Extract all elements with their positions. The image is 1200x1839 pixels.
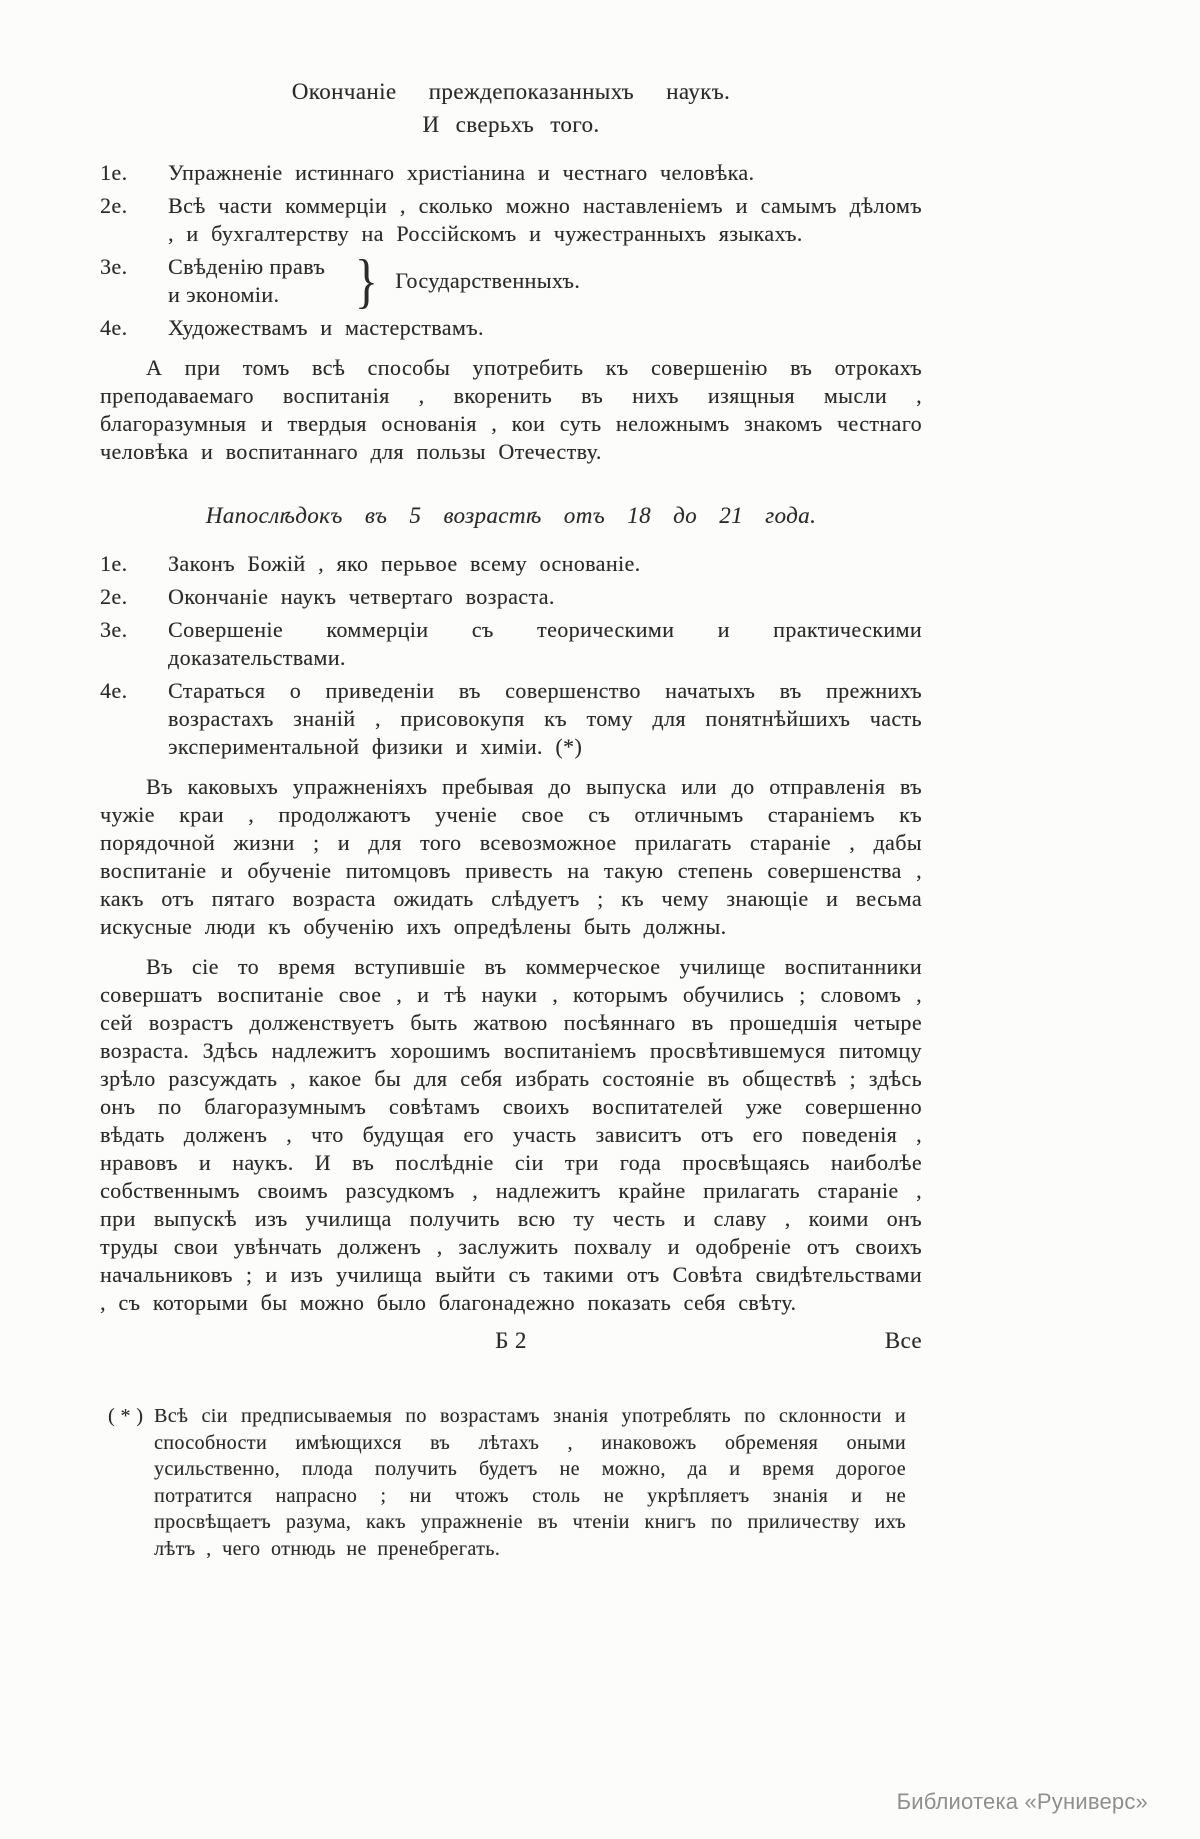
item-text: Совершеніе коммерціи съ теорическими и практическими доказательствами. bbox=[168, 617, 922, 670]
list-item bbox=[100, 583, 922, 611]
signature-row bbox=[100, 1327, 922, 1357]
item-number: 1е. bbox=[100, 551, 128, 576]
footnote-marker: ( * ) bbox=[108, 1405, 144, 1427]
footnote-text: Всѣ сіи предписываемыя по возрастамъ знанія употреблять по склонности и способности имѣющихся въ лѣтахъ , инаковожъ обременяя оными усильственно, плода получить будетъ не можно, да и время дорогое потратится напрасно ; ни чтожъ столь не укрѣпляетъ знанія и не просвѣщаетъ разума, какъ упражненіе въ чтеніи книгъ по приличеству ихъ лѣтъ , чего отнюдь не пренебрегать. bbox=[154, 1405, 906, 1560]
item-number: 2е. bbox=[100, 584, 128, 609]
item-text: Окончаніе наукъ четвертаго возраста. bbox=[168, 584, 555, 609]
brace-group bbox=[168, 248, 581, 314]
footnote bbox=[100, 1403, 922, 1562]
item-text-line: Свѣденію правъ bbox=[168, 254, 326, 279]
paragraph: Въ сіе то время вступившіе въ коммерческое училище воспитанники совершатъ воспитаніе свое , и тѣ науки , которымъ обучились ; словомъ , сей возрастъ долженствуетъ быть жатвою посѣяннаго въ прошедшія четыре возраста. Здѣсь надлежитъ хорошимъ воспитаніемъ просвѣтившемуся питомцу зрѣло разсуждать , какое бы для себя избрать состояніе въ обществѣ ; здѣсь онъ по благоразумнымъ совѣтамъ своихъ воспитателей уже совершенно вѣдать долженъ , что будущая его участь зависитъ отъ его поведенія , нравовъ и наукъ. И въ послѣдніе сіи три года просвѣщаясь наиболѣе собственнымъ своимъ разсудкомъ , надлежитъ крайне прилагать стараніе , при выпускѣ изъ училища получить всю ту честь и славу , коими онъ труды свои увѣнчать долженъ , заслужить похвалу и одобреніе отъ своихъ начальниковъ ; и изъ училища выйти съ такими отъ Совѣта свидѣтельствами , съ которыми бы можно было благонадежно показать себя свѣту. bbox=[100, 954, 922, 1315]
curly-brace-glyph: } bbox=[354, 248, 379, 314]
paragraph: Въ каковыхъ упражненіяхъ пребывая до выпуска или до отправленія въ чужіе краи , продолжаютъ ученіе свое съ отличнымъ стараніемъ къ порядочной жизни ; и для того всевозможное прилагать стараніе , дабы воспитаніе и обученіе питомцовъ привесть на такую степень совершенства , какъ отъ пятаго возраста ожидать слѣдуетъ ; къ чему знающіе и весьма искусные люди къ обученію ихъ опредѣлены быть должны. bbox=[100, 774, 922, 939]
item-number: 4е. bbox=[100, 678, 128, 703]
list-item bbox=[100, 677, 922, 761]
list-item bbox=[100, 550, 922, 578]
page-heading-line1: Окончаніе преждепоказанныхъ наукъ. bbox=[291, 79, 731, 104]
brace-lines bbox=[168, 253, 346, 309]
library-watermark: Библиотека «Руниверс» bbox=[896, 1789, 1148, 1814]
page-heading-line2: И сверьхъ того. bbox=[422, 112, 600, 137]
item-number: 3е. bbox=[100, 617, 128, 642]
fifth-age-sciences-list bbox=[100, 550, 922, 761]
item-text: Упражненіе истиннаго христіанина и честнаго человѣка. bbox=[168, 160, 755, 185]
fourth-age-sciences-list bbox=[100, 159, 922, 342]
item-text: Законъ Божій , яко перьвое всему основаніе. bbox=[168, 551, 641, 576]
item-text: Художествамъ и мастерствамъ. bbox=[168, 315, 484, 340]
item-text: Стараться о приведеніи въ совершенство начатыхъ въ прежнихъ возрастахъ знаній , присовокупя къ тому для понятнѣйшихъ часть экспериментальной физики и химіи. (*) bbox=[168, 678, 922, 759]
item-text: Всѣ части коммерціи , сколько можно наставленіемъ и самымъ дѣломъ , и бухгалтерству на Россійскомъ и чужестранныхъ языкахъ. bbox=[168, 193, 922, 246]
list-item bbox=[100, 314, 922, 342]
item-number: 3е. bbox=[100, 254, 128, 279]
section-heading-fifth-age: Напослѣдокъ въ 5 возрастѣ отъ 18 до 21 года. bbox=[205, 503, 817, 528]
list-item bbox=[100, 159, 922, 187]
item-number: 4е. bbox=[100, 315, 128, 340]
item-number: 2е. bbox=[100, 193, 128, 218]
paragraph: А при томъ всѣ способы употребить къ совершенію въ отрокахъ преподаваемаго воспитанія , вкоренить въ нихъ изящныя мысли , благоразумныя и твердыя основанія , кои суть неложнымъ знакомъ честнаго человѣка и воспитаннаго для пользы Отечеству. bbox=[100, 355, 922, 464]
signature-mark: Б 2 bbox=[495, 1328, 527, 1353]
list-item bbox=[100, 616, 922, 672]
catchword: Все bbox=[884, 1328, 922, 1353]
list-item bbox=[100, 192, 922, 248]
item-text: Государственныхъ. bbox=[395, 268, 581, 293]
item-text-line: и экономіи. bbox=[168, 282, 280, 307]
list-item-braced bbox=[100, 248, 922, 314]
item-number: 1е. bbox=[100, 160, 128, 185]
